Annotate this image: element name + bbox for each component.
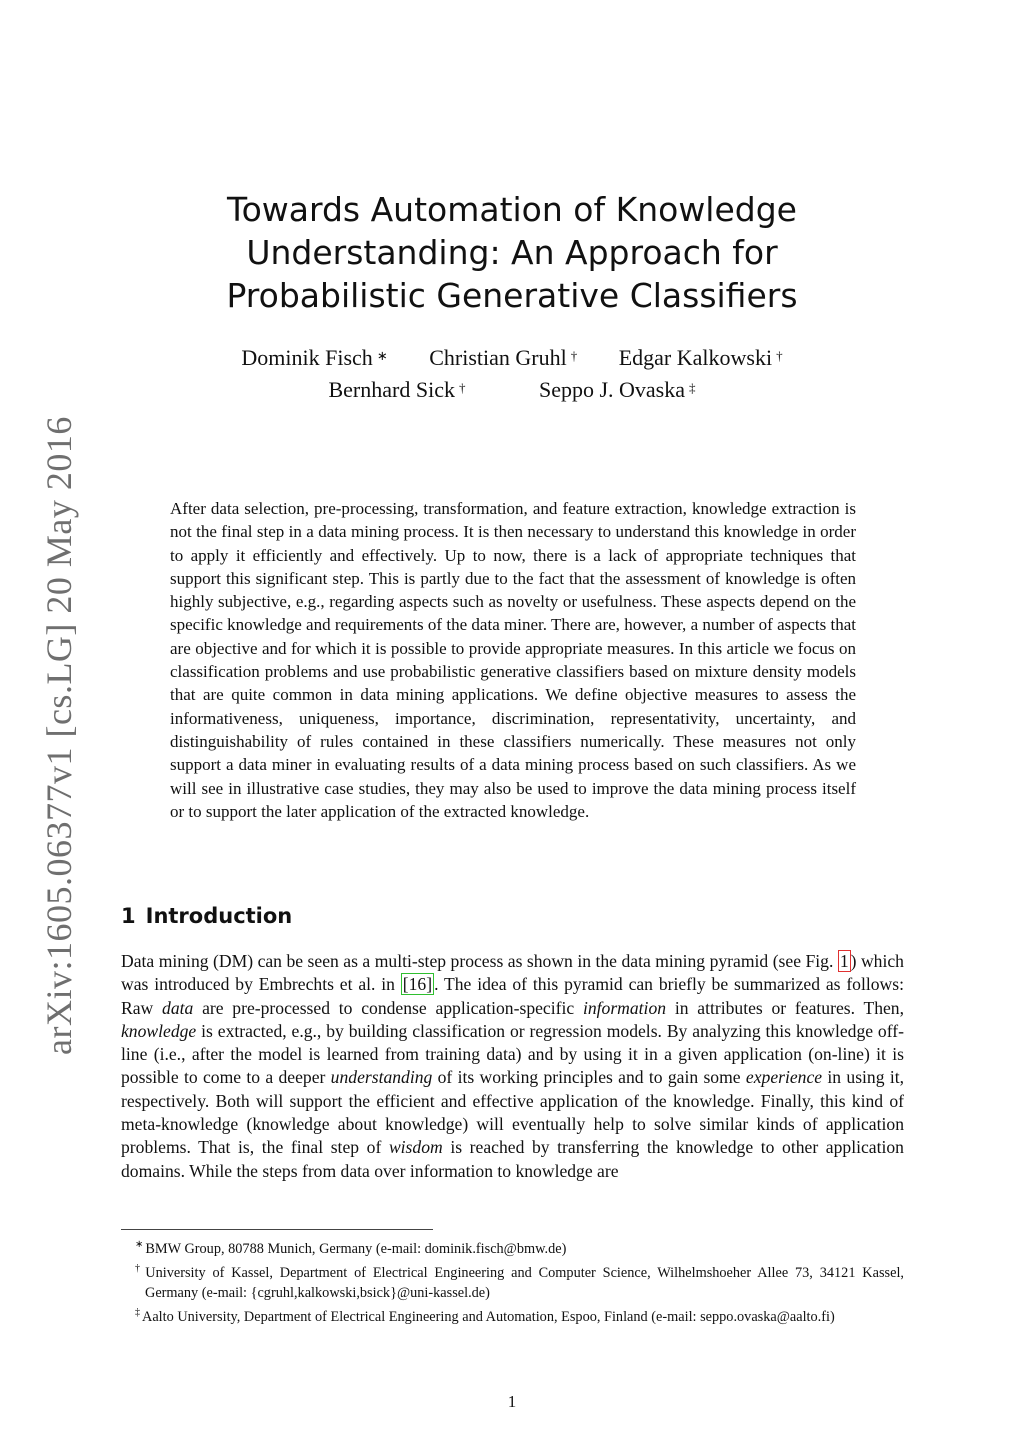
author: Seppo J. Ovaska ‡: [538, 377, 696, 402]
author: Edgar Kalkowski †: [618, 345, 783, 370]
page-number: 1: [507, 1392, 517, 1411]
author: Bernhard Sick †: [328, 377, 466, 402]
title-line: Towards Automation of Knowledge: [227, 190, 797, 229]
section-title: Introduction: [145, 904, 293, 928]
author: Christian Gruhl †: [429, 345, 578, 370]
author: Dominik Fisch ∗: [241, 345, 388, 370]
title-line: Probabilistic Generative Classifiers: [226, 276, 798, 315]
intro-paragraph: Data mining (DM) can be seen as a multi-step process as shown in the data mining pyramid (see Fig. 1 ) which was introduced by Embrechts et al. in [16] . The idea of this pyramid can briefly be summarized as follows: Raw data are pre-processed to condense application-specific information in attributes or features. Then, knowledge is extracted, e.g., by building classification or regression models. By analyzing this knowledge off-line (i.e., after the model is learned from training data) and by using it in a given application (on-line) it is possible to come to a deeper understanding of its working principles and to gain some experience in using it, respectively. Both will support the efficient and effective application of the knowledge. Finally, this kind of meta-knowledge (knowledge about knowledge) will eventually help to solve similar kinds of application problems. That is, the final step of wisdom is reached by transferring the knowledge to other application domains. While the steps from data over information to knowledge are: [121, 951, 904, 1181]
section-number: 1: [121, 904, 136, 928]
arxiv-sidebar-id: arXiv:1605.06377v1 [cs.LG] 20 May 2016: [39, 416, 79, 1055]
figure-reference-link[interactable]: 1: [839, 951, 849, 971]
footnote: † University of Kassel, Department of Electrical Engineering and Computer Science, Wilhelmshoeher Allee 73, 34121 Kassel, Germany (e-mail: {cgruhl,kalkowski,bsick}@uni-kassel.de): [135, 1263, 904, 1301]
footnote: ‡ Aalto University, Department of Electrical Engineering and Automation, Espoo, Finland (e-mail: seppo.ovaska@aalto.fi): [135, 1307, 835, 1325]
footnotes: [121, 1235, 904, 1327]
paper-title: [170, 188, 854, 317]
author-list: [150, 342, 874, 406]
citation-link[interactable]: [16]: [402, 974, 433, 995]
abstract: After data selection, pre-processing, transformation, and feature extraction, knowledge extraction is not the final step in a data mining process. It is then necessary to understand this knowledge in order to apply it efficiently and effectively. Up to now, there is a lack of appropriate techniques that support this significant step. This is partly due to the fact that the assessment of knowledge is often highly subjective, e.g., regarding aspects such as novelty or usefulness. These aspects depend on the specific knowledge and requirements of the data miner. There are, however, a number of aspects that are objective and for which it is possible to provide appropriate measures. In this article we focus on classification problems and use probabilistic generative classifiers based on mixture density models that are quite common in data mining applications. We define objective measures to assess the informativeness, uniqueness, importance, discrimination, representativity, uncertainty, and distinguishability of rules contained in these classifiers numerically. These measures not only support a data miner in evaluating results of a data mining process based on such classifiers. As we will see in illustrative case studies, they may also be used to improve the data mining process itself or to support the later application of the extracted knowledge.: [170, 499, 856, 821]
footnote-rule: [121, 1229, 433, 1230]
footnote: ∗ BMW Group, 80788 Munich, Germany (e-mail: dominik.fisch@bmw.de): [135, 1239, 567, 1257]
section-heading: [121, 904, 292, 928]
title-line: Understanding: An Approach for: [246, 233, 778, 272]
